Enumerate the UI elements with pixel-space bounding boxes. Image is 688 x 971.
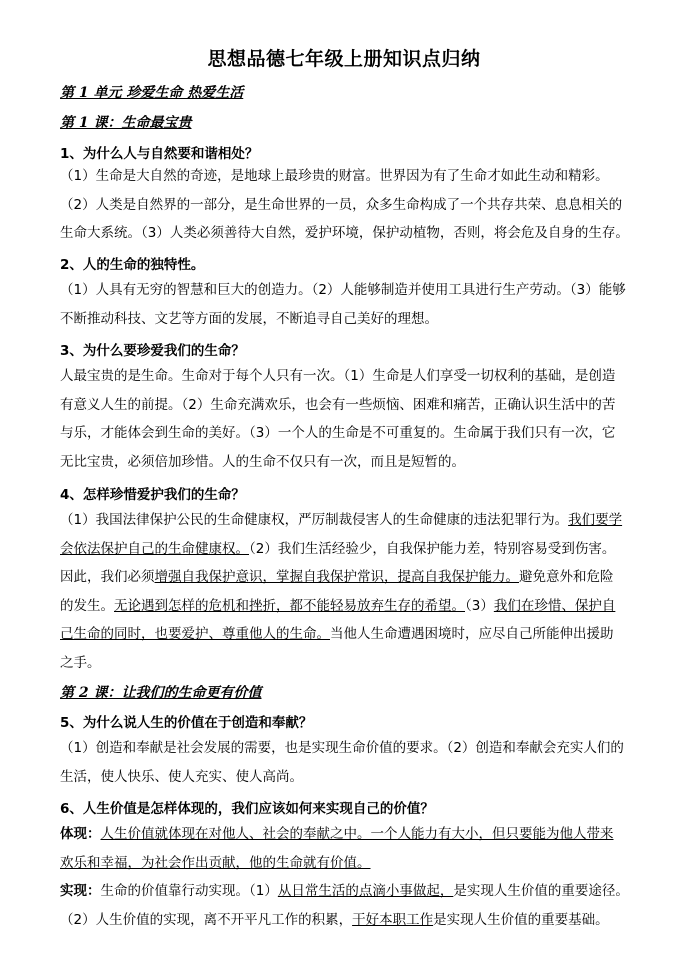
text-span: （2）我们生活经验少，自我保护能力差，特别容易受到伤害。	[249, 540, 616, 557]
underlined-text: 己生命的同时，也要爱护、尊重他人的生命。	[60, 626, 330, 642]
text-span: 是实现人生价值的重要途径。	[453, 883, 629, 899]
text-line	[60, 506, 640, 535]
paragraph	[60, 276, 640, 333]
paragraph	[60, 162, 640, 248]
underlined-text: 我们在珍惜、保护自	[493, 597, 616, 614]
text-line	[60, 535, 640, 564]
label-text: 实现：	[60, 883, 101, 899]
text-line: 生命大系统。（3）人类必须善待大自然，爱护环境，保护动植物，否则，将会危及自身的生存。	[60, 225, 629, 241]
text-line: 有意义人生的前提。（2）生命充满欢乐，也会有一些烦恼、困难和痛苦，正确认识生活中的苦	[60, 396, 616, 413]
text-span: （2）人生价值的实现，离不开平凡工作的积累，	[60, 911, 353, 928]
question-heading: 5、为什么说人生的价值在于创造和奉献？	[60, 715, 313, 731]
text-line	[60, 592, 640, 621]
text-line: （1）生命是大自然的奇迹，是地球上最珍贵的财富。世界因为有了生命才如此生动和精彩。	[60, 168, 609, 184]
underlined-text: 无论遇到怎样的危机和挫折，都不能轻易放弃生存的希望。	[114, 597, 465, 614]
text-line: （1）创造和奉献是社会发展的需要，也是实现生命价值的要求。（2）创造和奉献会充实人们的	[60, 740, 624, 756]
lesson-heading: 第 2 课：让我们的生命更有价值	[60, 685, 262, 701]
text-span: 因此，我们必须	[60, 569, 155, 585]
underlined-text: 增强自我保护意识，掌握自我保护常识，提高自我保护能力。	[154, 569, 519, 585]
underlined-text: 从日常生活的点滴小事做起，	[277, 883, 454, 899]
text-span: 是实现人生价值的重要基础。	[433, 911, 609, 928]
text-line: 与乐，才能体会到生命的美好。（3）一个人的生命是不可重复的。生命属于我们只有一次，它	[60, 425, 616, 441]
text-line	[60, 820, 640, 849]
text-line	[60, 849, 640, 878]
question-heading: 1、为什么人与自然要和谐相处？	[60, 146, 259, 162]
text-line	[60, 620, 640, 649]
question-heading: 6、人生价值是怎样体现的，我们应该如何来实现自己的价值？	[60, 801, 434, 817]
text-line: 之手。	[60, 654, 101, 671]
text-span: 生命的价值靠行动实现。（1）	[100, 883, 278, 899]
paragraph	[60, 820, 640, 934]
text-span: 避免意外和危险	[519, 569, 614, 585]
text-line	[60, 877, 640, 906]
paragraph	[60, 506, 640, 677]
underlined-text: 欢乐和幸福，为社会作出贡献，他的生命就有价值。	[60, 854, 371, 871]
underlined-text: 我们要学	[568, 512, 623, 528]
text-line: 人最宝贵的是生命。生命对于每个人只有一次。（1）生命是人们享受一切权利的基础，是创造	[60, 368, 616, 384]
question-heading: 2、人的生命的独特性。	[60, 257, 205, 273]
underlined-text: 干好本职工作	[352, 911, 434, 928]
paragraph	[60, 734, 640, 791]
text-span: （1）我国法律保护公民的生命健康权，严厉制裁侵害人的生命健康的违法犯罪行为。	[60, 512, 569, 528]
text-line	[60, 906, 640, 935]
text-line: 无比宝贵，必须倍加珍惜。人的生命不仅只有一次，而且是短暂的。	[60, 453, 465, 470]
underlined-text: 会依法保护自己的生命健康权。	[60, 540, 249, 557]
text-line: （1）人具有无穷的智慧和巨大的创造力。（2）人能够制造并使用工具进行生产劳动。（3）能够	[60, 282, 626, 298]
label-text: 体现：	[60, 826, 101, 842]
text-span: 当他人生命遭遇困境时，应尽自己所能伸出援助	[330, 626, 614, 642]
underlined-text: 人生价值就体现在对他人、社会的奉献之中。一个人能力有大小，但只要能为他人带来	[100, 826, 614, 842]
question-heading: 3、为什么要珍爱我们的生命？	[60, 343, 245, 359]
text-line: （2）人类是自然界的一部分，是生命世界的一员，众多生命构成了一个共存共荣、息息相关的	[60, 196, 623, 213]
text-line: 不断推动科技、文艺等方面的发展，不断追寻自己美好的理想。	[60, 310, 438, 327]
text-span: （3）	[465, 597, 494, 614]
page-title: 思想品德七年级上册知识点归纳	[207, 48, 481, 70]
text-line	[60, 563, 640, 592]
lesson-heading: 第 1 课：生命最宝贵	[60, 115, 192, 131]
unit-heading: 第 1 单元 珍爱生命 热爱生活	[60, 85, 244, 101]
text-line: 生活，使人快乐、使人充实、使人高尚。	[60, 768, 303, 785]
question-heading: 4、怎样珍惜爱护我们的生命？	[60, 487, 245, 503]
text-span: 的发生。	[60, 597, 114, 614]
paragraph	[60, 362, 640, 476]
